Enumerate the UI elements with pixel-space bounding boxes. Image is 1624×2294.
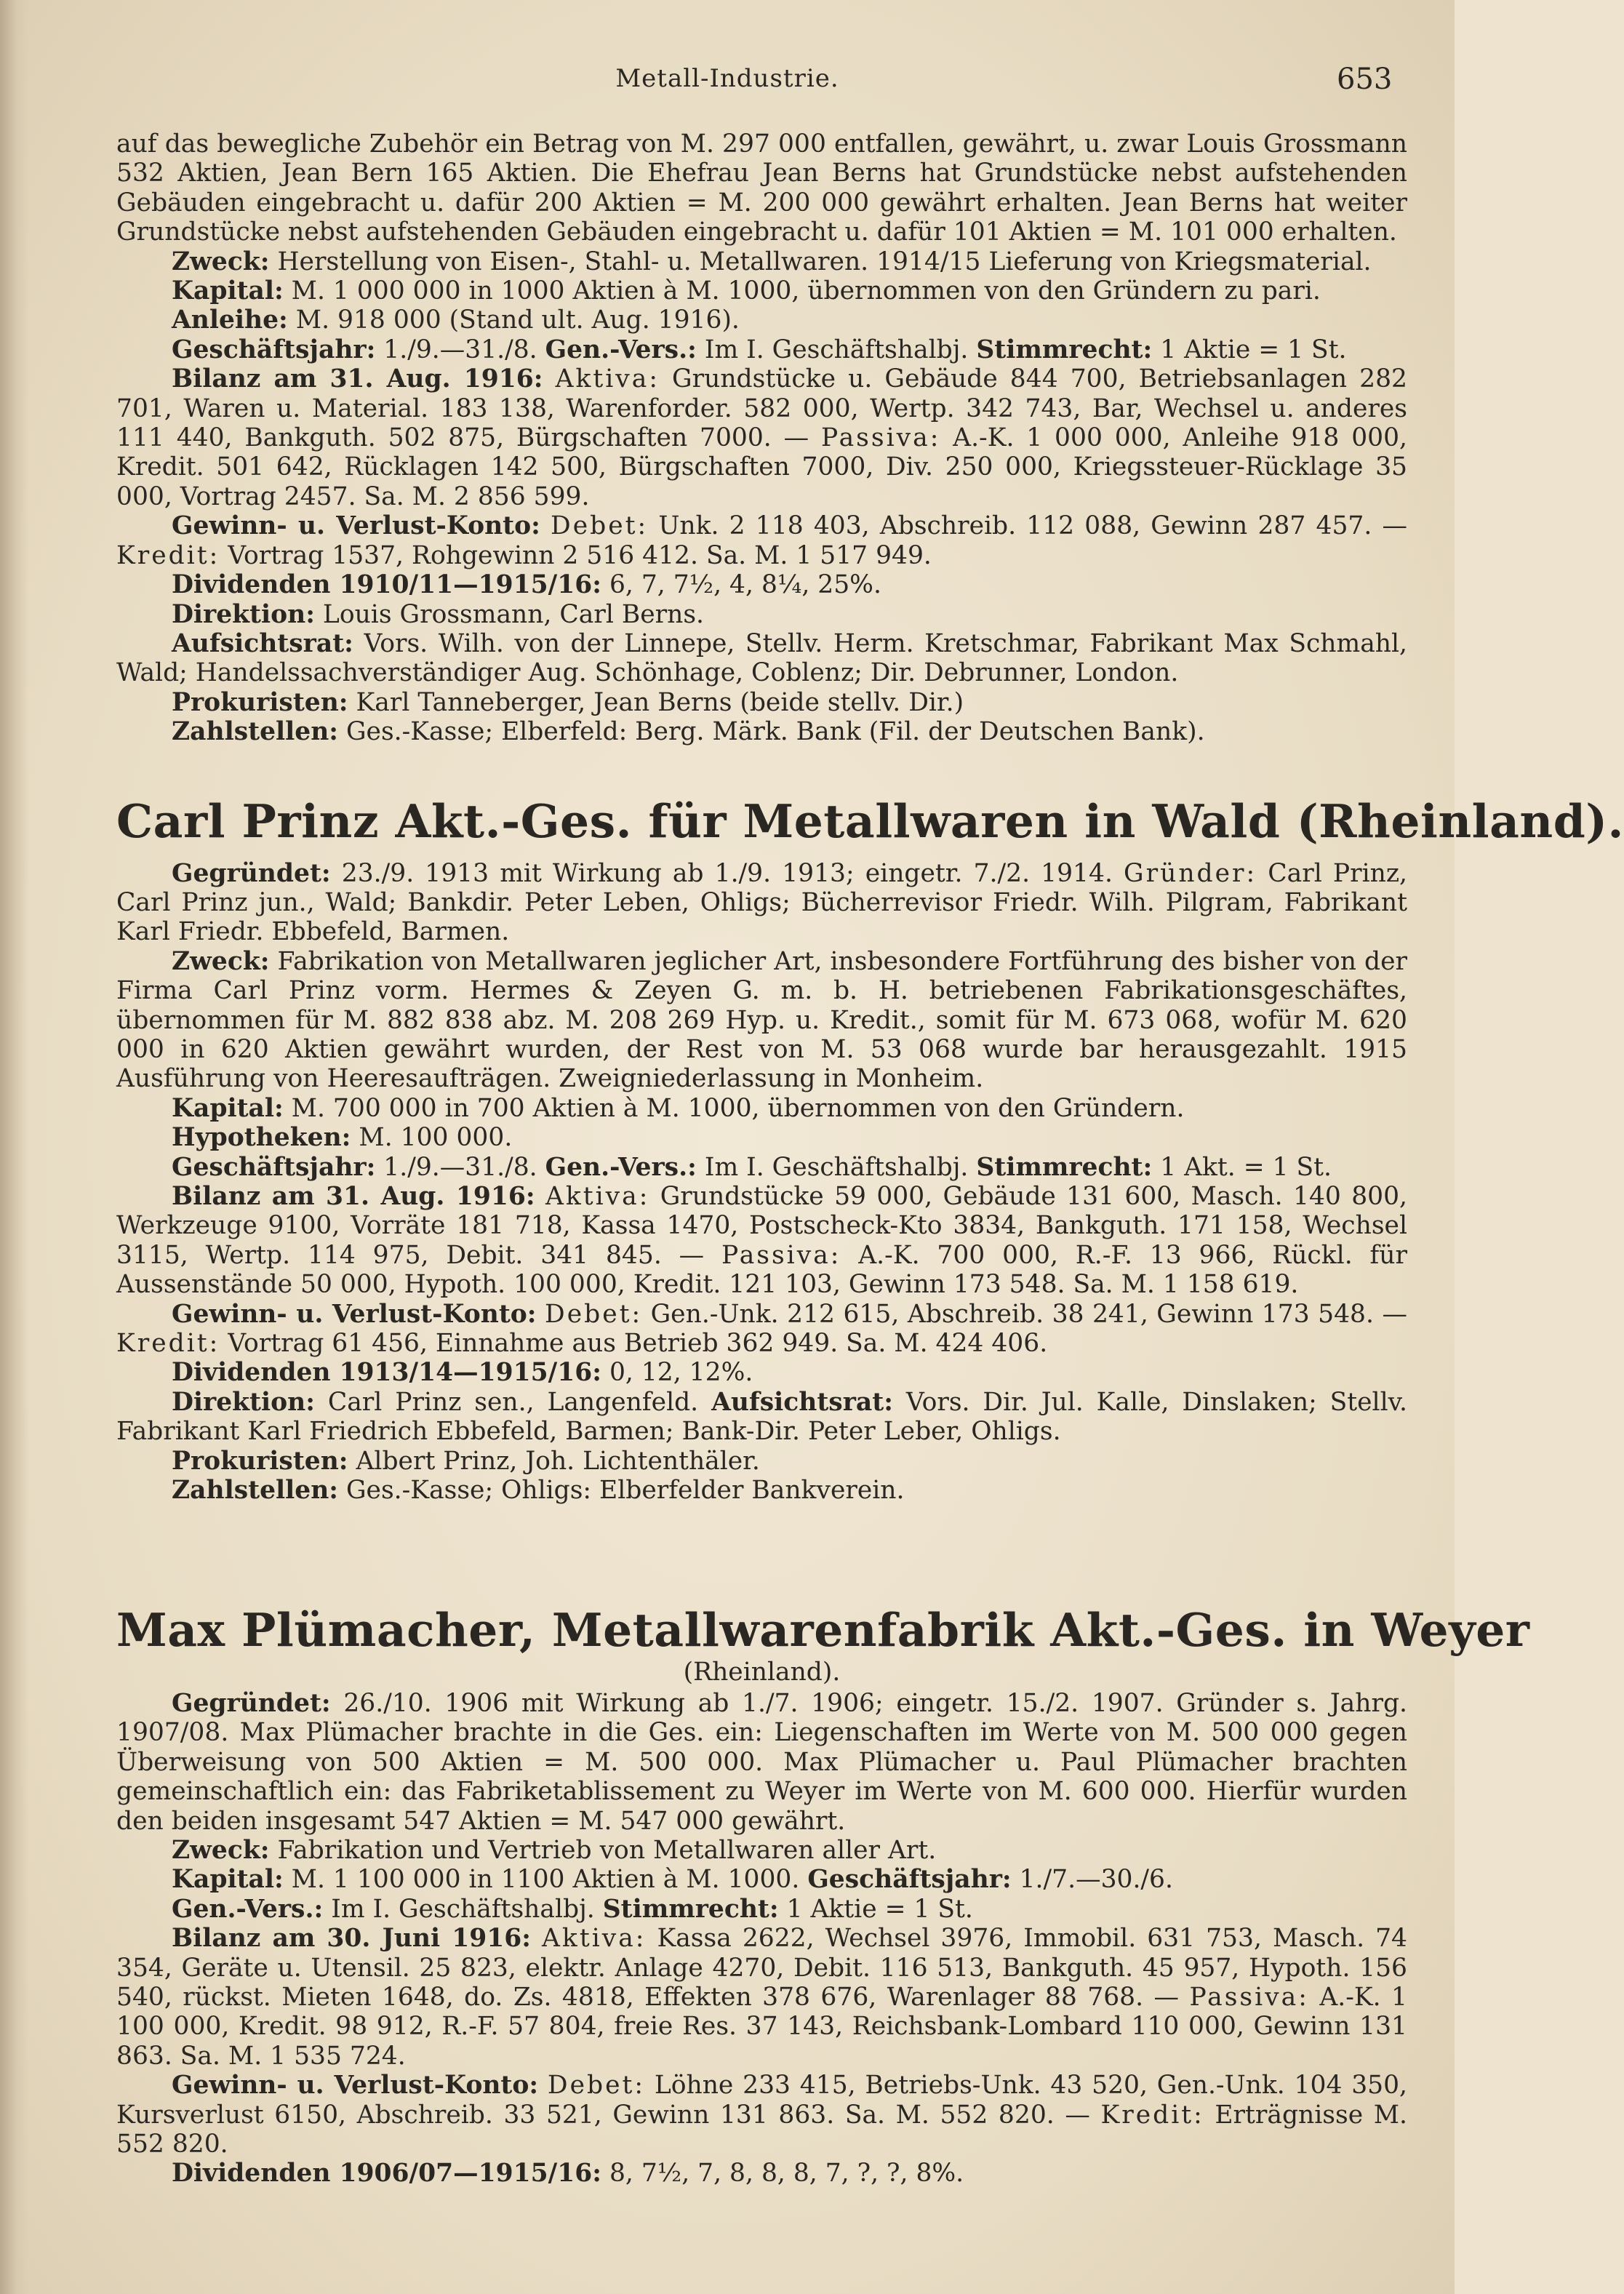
geschaeftsjahr-paragraph [116,1153,1407,1182]
zweck-paragraph [116,947,1407,1094]
zweck-paragraph [116,1836,1407,1865]
gruender-text: Carl Prinz, Carl Prinz jun., Wald; Bankdir. Peter Leben, Ohligs; Bücherrevisor Friedr. Wilh. Pilgram, Fabrikant Karl Friedr. Ebbefeld, Barmen. [116,858,1407,947]
debet-text: Löhne 233 415, Betriebs-Unk. 43 520, Gen.-Unk. 104 350, Kursverlust 6150, Abschreib. 33 521, Gewinn 131 863. Sa. M. 552 820. — [116,2071,1408,2130]
company-heading: Max Plümacher, Metallwarenfabrik Akt.-Ges. in Weyer [116,1603,1530,1658]
aktiva-label: Aktiva: [542,1924,647,1954]
gewinn-verlust-paragraph [116,511,1407,570]
gegruendet-text: 23./9. 1913 mit Wirkung ab 1./9. 1913; eingetr. 7./2. 1914. [341,858,1113,888]
hypotheken-label: Hypotheken: [172,1123,351,1153]
zweck-label: Zweck: [172,247,270,276]
entry-max-pluemacher [116,1602,1530,2189]
passiva-text: A.-K. 1 000 000, Anleihe 918 000, Kredit. 501 642, Rücklagen 142 500, Bürgschaften 7000, Div. 250 000, Kriegssteuer-Rücklage 35 000, Vortrag 2457. Sa. M. 2 856 599. [116,423,1408,511]
direktion-paragraph [116,600,1407,629]
gruender-label: Gründer: [1124,858,1257,888]
bilanz-paragraph [116,1924,1407,2071]
kapital-paragraph [116,276,1407,305]
kapital-text: M. 1 000 000 in 1000 Aktien à M. 1000, übernommen von den Gründern zu pari. [291,276,1321,306]
hypotheken-text: M. 100 000. [359,1123,513,1153]
zahlstellen-text: Ges.-Kasse; Ohligs: Elberfelder Bankverein. [346,1476,905,1506]
kredit-label: Kredit: [116,1329,220,1359]
aktiva-text: Kassa 2622, Wechsel 3976, Immobil. 631 753, Masch. 74 354, Geräte u. Utensil. 25 823, elektr. Anlage 4270, Debit. 116 513, Bankguth. 45 957, Hypoth. 156 540, rückst. Mieten 1648, do. Zs. 4818, Effekten 378 676, Warenlager 88 768. — [116,1924,1408,2012]
aufsichtsrat-text: Vors. Dir. Jul. Kalle, Dinslaken; Stellv. Fabrikant Karl Friedrich Ebbefeld, Barmen; Bank-Dir. Peter Leber, Ohligs. [116,1387,1407,1447]
dividenden-text: 6, 7, 7½, 4, 8¼, 25%. [609,570,881,600]
prokuristen-text: Albert Prinz, Joh. Lichtenthäler. [356,1446,760,1476]
kapital-label: Kapital: [172,276,284,306]
stimmrecht-label: Stimmrecht: [976,1152,1153,1182]
stimmrecht-label: Stimmrecht: [976,335,1153,364]
debet-text: Gen.-Unk. 212 615, Abschreib. 38 241, Gewinn 173 548. — [650,1299,1407,1329]
geschaeftsjahr-text: 1./9.—31./8. [383,335,537,364]
passiva-label: Passiva: [1189,1982,1309,2012]
genvers-paragraph [116,1895,1407,1924]
dividenden-text: 0, 12, 12%. [609,1358,753,1388]
bilanz-label: Bilanz am 31. Aug. 1916: [172,1182,535,1211]
kapital-paragraph [116,1865,1407,1894]
intro-text: auf das bewegliche Zubehör ein Betrag von M. 297 000 entfallen, gewährt, u. zwar Louis Grossmann 532 Aktien, Jean Bern 165 Aktien. Die Ehefrau Jean Berns hat Grundstücke nebst aufstehenden Gebäuden eingebracht u. dafür 200 Aktien = M. 200 000 gewährt erhalten. Jean Berns hat weiter Grundstücke nebst aufstehenden Gebäuden eingebracht u. dafür 101 Aktien = M. 101 000 erhalten. [116,129,1407,247]
geschaeftsjahr-label: Geschäftsjahr: [172,335,376,364]
bilanz-paragraph [116,1182,1407,1300]
zweck-text: Herstellung von Eisen-, Stahl- u. Metallwaren. 1914/15 Lieferung von Kriegsmaterial. [277,247,1372,276]
kapital-label: Kapital: [172,1865,284,1895]
zweck-label: Zweck: [172,1835,270,1865]
kredit-text: Erträgnisse M. 552 820. [116,2100,1408,2159]
aktiva-text: Grundstücke u. Gebäude 844 700, Betriebsanlagen 282 701, Waren u. Material. 183 138, Warenforder. 582 000, Wertp. 342 743, Bar, Wechsel u. anderes 111 440, Bankguth. 502 875, Bürgschaften 7000. — [116,364,1408,453]
zweck-text: Fabrikation von Metallwaren jeglicher Art, insbesondere Fortführung des bisher von der Firma Carl Prinz vorm. Hermes & Zeyen G. m. b. H. betriebenen Fabrikationsgeschäftes, übernommen für M. 882 838 abz. M. 208 269 Hyp. u. Kredit., somit für M. 673 068, wofür M. 620 000 in 620 Aktien gewährt wurden, der Rest von M. 53 068 wurde bar herausgezahlt. 1915 Ausführung von Heeresaufträgen. Zweigniederlassung in Monheim. [116,946,1408,1094]
company-heading: Carl Prinz Akt.-Ges. für Metallwaren in Wald (Rheinland). [116,794,1624,848]
direktion-label: Direktion: [172,1387,315,1417]
gegruendet-label: Gegründet: [172,858,331,888]
page-content [116,129,1624,2189]
genvers-label: Gen.-Vers.: [172,1894,324,1924]
zahlstellen-paragraph [116,717,1407,746]
geschaeftsjahr-label: Geschäftsjahr: [807,1865,1012,1895]
gewinn-verlust-label: Gewinn- u. Verlust-Konto: [172,2071,539,2101]
genvers-text: Im I. Geschäftshalbj. [331,1894,595,1924]
geschaeftsjahr-paragraph [116,335,1407,364]
zweck-label: Zweck: [172,946,270,976]
aufsichtsrat-label: Aufsichtsrat: [711,1387,893,1417]
stimmrecht-text: 1 Akt. = 1 St. [1160,1152,1332,1182]
kredit-label: Kredit: [1100,2100,1204,2130]
page-number: 653 [1337,63,1393,96]
dividenden-label: Dividenden 1913/14—1915/16: [172,1358,601,1388]
passiva-text: A.-K. 1 100 000, Kredit. 98 912, R.-F. 57 804, freie Res. 37 143, Reichsbank-Lombard 110 000, Gewinn 131 863. Sa. M. 1 535 724. [116,1982,1408,2071]
entry-carl-prinz [116,794,1624,1506]
kredit-text: Vortrag 1537, Rohgewinn 2 516 412. Sa. M. 1 517 949. [228,540,932,570]
anleihe-label: Anleihe: [172,305,288,335]
hypotheken-paragraph [116,1123,1407,1152]
entry-continuation [116,129,1407,747]
gegruendet-label: Gegründet: [172,1688,331,1718]
debet-label: Debet: [545,1299,643,1329]
genvers-text: Im I. Geschäftshalbj. [704,335,969,364]
anleihe-paragraph [116,305,1407,335]
direktion-aufsichtsrat-paragraph [116,1388,1407,1447]
page-gutter-shadow [0,0,29,2294]
direktion-label: Direktion: [172,599,315,629]
kredit-text: Vortrag 61 456, Einnahme aus Betrieb 362 949. Sa. M. 424 406. [228,1329,1048,1359]
genvers-label: Gen.-Vers.: [545,1152,697,1182]
company-location: (Rheinland). [683,1658,841,1687]
prokuristen-label: Prokuristen: [172,687,348,717]
aufsichtsrat-label: Aufsichtsrat: [172,628,353,658]
debet-label: Debet: [547,2071,645,2101]
zahlstellen-label: Zahlstellen: [172,1476,339,1506]
passiva-label: Passiva: [721,1240,841,1270]
zweck-text: Fabrikation und Vertrieb von Metallwaren aller Art. [277,1835,937,1865]
debet-text: Unk. 2 118 403, Abschreib. 112 088, Gewinn 287 457. — [658,511,1407,541]
kredit-label: Kredit: [116,540,220,570]
direktion-text: Carl Prinz sen., Langenfeld. [327,1387,699,1417]
stimmrecht-label: Stimmrecht: [602,1894,779,1924]
prokuristen-paragraph [116,1447,1407,1476]
geschaeftsjahr-text: 1./7.—30./6. [1019,1865,1173,1895]
bilanz-paragraph [116,364,1407,511]
running-header: Metall-Industrie. [615,64,839,93]
gewinn-verlust-label: Gewinn- u. Verlust-Konto: [172,1299,537,1329]
zweck-paragraph [116,247,1407,276]
zahlstellen-label: Zahlstellen: [172,717,339,747]
intro-paragraph [116,129,1407,247]
zahlstellen-paragraph [116,1476,1407,1505]
bilanz-label: Bilanz am 30. Juni 1916: [172,1924,531,1954]
kapital-text: M. 1 100 000 in 1100 Aktien à M. 1000. [291,1865,800,1895]
gewinn-verlust-paragraph [116,1300,1407,1359]
gewinn-verlust-label: Gewinn- u. Verlust-Konto: [172,511,540,541]
direktion-text: Louis Grossmann, Carl Berns. [322,599,705,629]
gegruendet-paragraph [116,1689,1407,1836]
geschaeftsjahr-text: 1./9.—31./8. [383,1152,537,1182]
bilanz-label: Bilanz am 31. Aug. 1916: [172,364,543,394]
aktiva-text: Grundstücke 59 000, Gebäude 131 600, Masch. 140 800, Werkzeuge 9100, Vorräte 181 718, Kassa 1470, Postscheck-Kto 3834, Bankguth. 171 158, Wechsel 3115, Wertp. 114 975, Debit. 341 845. — [116,1182,1408,1270]
dividenden-label: Dividenden 1910/11—1915/16: [172,570,601,600]
genvers-label: Gen.-Vers.: [545,335,697,364]
dividenden-paragraph [116,2159,1407,2188]
prokuristen-text: Karl Tanneberger, Jean Berns (beide stellv. Dir.) [356,687,964,717]
debet-label: Debet: [551,511,649,541]
aktiva-label: Aktiva: [555,364,660,394]
genvers-text: Im I. Geschäftshalbj. [704,1152,969,1182]
stimmrecht-text: 1 Aktie = 1 St. [786,1894,973,1924]
gegruendet-text: 26./10. 1906 mit Wirkung ab 1./7. 1906; eingetr. 15./2. 1907. Gründer s. Jahrg. 1907/08. Max Plümacher brachte in die Ges. ein: Liegenschaften im Werte von M. 500 000 gegen Überweisung von 500 Aktien = M. 500 000. Max Plümacher u. Paul Plümacher brachten gemeinschaftlich ein: das Fabriketablissement zu Weyer im Werte von M. 600 000. Hierfür wurden den beiden insgesamt 547 Aktien = M. 547 000 gewährt. [116,1688,1408,1836]
passiva-label: Passiva: [820,423,941,453]
geschaeftsjahr-label: Geschäftsjahr: [172,1152,376,1182]
kapital-paragraph [116,1094,1407,1123]
dividenden-text: 8, 7½, 7, 8, 8, 8, 7, ?, ?, 8%. [609,2159,964,2189]
stimmrecht-text: 1 Aktie = 1 St. [1160,335,1347,364]
anleihe-text: M. 918 000 (Stand ult. Aug. 1916). [295,305,740,335]
aufsichtsrat-paragraph [116,629,1407,688]
gewinn-verlust-paragraph [116,2071,1407,2159]
dividenden-paragraph [116,570,1407,599]
zahlstellen-text: Ges.-Kasse; Elberfeld: Berg. Märk. Bank (Fil. der Deutschen Bank). [346,717,1205,747]
aufsichtsrat-text: Vors. Wilh. von der Linnepe, Stellv. Herm. Kretschmar, Fabrikant Max Schmahl, Wald; Handelssachverständiger Aug. Schönhage, Coblenz; Dir. Debrunner, London. [116,628,1408,688]
kapital-label: Kapital: [172,1093,284,1123]
dividenden-label: Dividenden 1906/07—1915/16: [172,2159,601,2189]
dividenden-paragraph [116,1358,1407,1387]
aktiva-label: Aktiva: [545,1182,650,1211]
kapital-text: M. 700 000 in 700 Aktien à M. 1000, übernommen von den Gründern. [291,1093,1185,1123]
passiva-text: A.-K. 700 000, R.-F. 13 966, Rückl. für Aussenstände 50 000, Hypoth. 100 000, Kredit. 121 103, Gewinn 173 548. Sa. M. 1 158 619. [116,1240,1408,1300]
prokuristen-label: Prokuristen: [172,1446,348,1476]
gegruendet-paragraph [116,859,1407,947]
prokuristen-paragraph [116,688,1407,717]
